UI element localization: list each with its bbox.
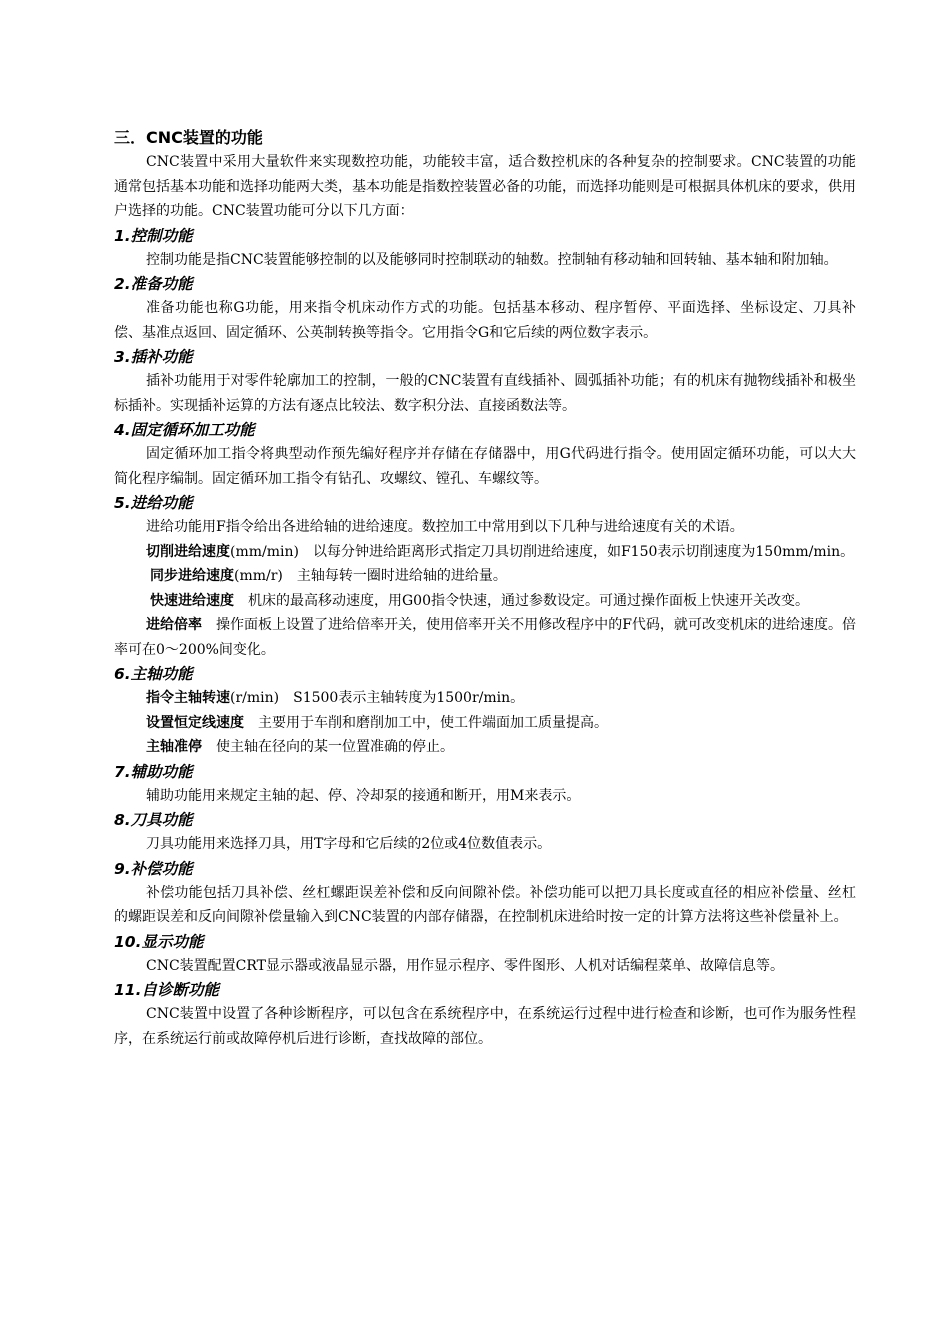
term-label: 快速进给速度 bbox=[150, 592, 234, 609]
section-text-compensation: 补偿功能包括刀具补偿、丝杠螺距误差补偿和反向间隙补偿。补偿功能可以把刀具长度或直径的相应补偿量、丝杠的螺距误差和反向间隙补偿量输入到CNC装置的内部存储器，在控制机床进给时按一定的计算方法将这些补偿量补上。 bbox=[114, 884, 856, 925]
term-label: 进给倍率 bbox=[146, 617, 203, 633]
spindle-term-constant-speed bbox=[114, 711, 856, 736]
term-label: 设置恒定线速度 bbox=[146, 714, 244, 731]
section-heading-control: 1.控制功能 bbox=[114, 226, 193, 245]
term-label: 指令主轴转速 bbox=[146, 690, 230, 706]
section-heading-preparatory: 2.准备功能 bbox=[114, 275, 193, 293]
term-label: 主轴准停 bbox=[146, 739, 202, 755]
section-text-tool: 刀具功能用来选择刀具，用T字母和它后续的2位或4位数值表示。 bbox=[146, 836, 552, 852]
term-description: 使主轴在径向的某一位置准确的停止。 bbox=[216, 739, 454, 755]
spindle-term-orientation bbox=[114, 735, 856, 760]
section-text-diagnosis: CNC装置中设置了各种诊断程序，可以包含在系统程序中，在系统运行过程中进行检查和诊断，也可作为服务性程序，在系统运行前或故障停机后进行诊断，查找故障的部位。 bbox=[114, 1006, 856, 1047]
intro-paragraph: CNC装置中采用大量软件来实现数控功能，功能较丰富，适合数控机床的各种复杂的控制要求。CNC装置的功能通常包括基本功能和选择功能两大类，基本功能是指数控装置必备的功能，而选择功能则是可根据具体机床的要求，供用户选择的功能。CNC装置功能可分以下几方面： bbox=[114, 154, 856, 219]
term-description: 主轴每转一圈时进给轴的进给量。 bbox=[296, 568, 507, 584]
section-heading-canned-cycle: 4.固定循环加工功能 bbox=[114, 421, 255, 439]
section-text-canned-cycle: 固定循环加工指令将典型动作预先编好程序并存储在存储器中，用G代码进行指令。使用固定循环功能，可以大大简化程序编制。固定循环加工指令有钻孔、攻螺纹、镗孔、车螺纹等。 bbox=[114, 446, 856, 487]
term-description: 机床的最高移动速度，用G00指令快速，通过参数设定。可通过操作面板上快速开关改变。 bbox=[248, 592, 809, 609]
feed-term-rapid bbox=[114, 589, 856, 614]
term-description: S1500表示主轴转度为1500r/min。 bbox=[293, 690, 525, 706]
feed-term-sync bbox=[114, 564, 856, 589]
section-heading-auxiliary: 7.辅助功能 bbox=[114, 762, 193, 781]
section-heading-display: 10.显示功能 bbox=[114, 932, 204, 951]
feed-term-cutting bbox=[114, 540, 856, 565]
spindle-term-speed bbox=[114, 686, 856, 711]
section-text-preparatory: 准备功能也称G功能，用来指令机床动作方式的功能。包括基本移动、程序暂停、平面选择、坐标设定、刀具补偿、基准点返回、固定循环、公英制转换等指令。它用指令G和它后续的两位数字表示。 bbox=[114, 300, 856, 341]
section-text-display: CNC装置配置CRT显示器或液晶显示器，用作显示程序、零件图形、人机对话编程菜单、故障信息等。 bbox=[146, 957, 785, 974]
feed-term-override bbox=[114, 613, 856, 662]
term-description: 操作面板上设置了进给倍率开关，使用倍率开关不用修改程序中的F代码，就可改变机床的进给速度。倍率可在0～200%间变化。 bbox=[114, 617, 857, 658]
page-title: 三．CNC装置的功能 bbox=[114, 128, 263, 147]
term-unit: (mm/r) bbox=[234, 568, 283, 584]
document-page bbox=[114, 126, 856, 1051]
section-heading-tool: 8.刀具功能 bbox=[114, 811, 193, 829]
term-label: 切削进给速度 bbox=[146, 543, 230, 560]
term-unit: (mm/min) bbox=[230, 543, 299, 560]
section-heading-feed: 5.进给功能 bbox=[114, 494, 193, 512]
section-text-auxiliary: 辅助功能用来规定主轴的起、停、冷却泵的接通和断开，用M来表示。 bbox=[146, 787, 581, 804]
section-heading-compensation: 9.补偿功能 bbox=[114, 859, 193, 878]
section-text-feed: 进给功能用F指令给出各进给轴的进给速度。数控加工中常用到以下几种与进给速度有关的术语。 bbox=[146, 519, 744, 535]
section-text-control: 控制功能是指CNC装置能够控制的以及能够同时控制联动的轴数。控制轴有移动轴和回转轴、基本轴和附加轴。 bbox=[146, 251, 838, 268]
term-description: 以每分钟进给距离形式指定刀具切削进给速度，如F150表示切削速度为150mm/min。 bbox=[312, 543, 855, 560]
term-unit: (r/min) bbox=[230, 690, 280, 706]
term-label: 同步进给速度 bbox=[150, 568, 234, 584]
section-text-interpolation: 插补功能用于对零件轮廓加工的控制，一般的CNC装置有直线插补、圆弧插补功能；有的机床有抛物线插补和极坐标插补。实现插补运算的方法有逐点比较法、数字积分法、直接函数法等。 bbox=[114, 373, 856, 414]
section-heading-spindle: 6.主轴功能 bbox=[114, 665, 193, 683]
section-heading-diagnosis: 11.自诊断功能 bbox=[114, 981, 219, 999]
term-description: 主要用于车削和磨削加工中，使工件端面加工质量提高。 bbox=[258, 714, 608, 731]
section-heading-interpolation: 3.插补功能 bbox=[114, 348, 193, 366]
